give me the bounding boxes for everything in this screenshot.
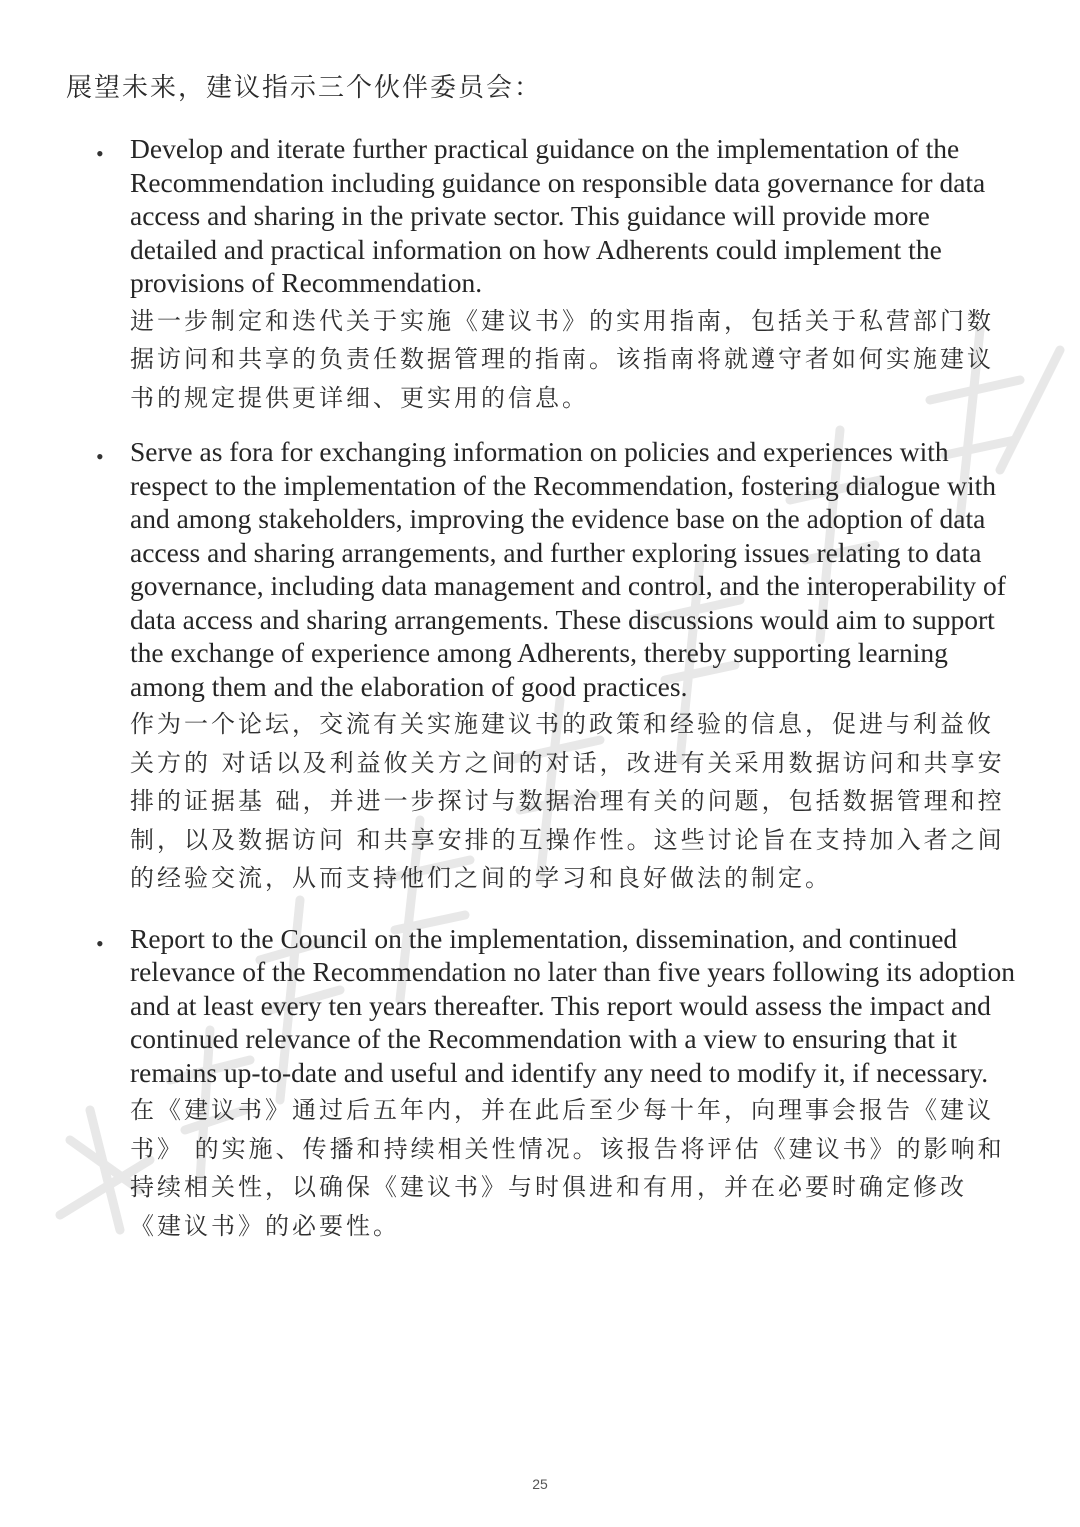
english-paragraph: Report to the Council on the implementation, dissemination, and continued relevance of the Recommendation no later than five years following its adoption and at least every ten years thereafter. This report would assess the impact and continued relevance of the Recommendation with a view to ensuring that it remains up-to-date and useful and identify any need to modify it, if necessary. [130, 922, 1016, 1088]
page-number: 25 [532, 1476, 548, 1492]
chinese-paragraph: 进一步制定和迭代关于实施《建议书》的实用指南，包括关于私营部门数据访问和共享的负责任数据管理的指南。该指南将就遵守者如何实施建议书的规定提供更详细、更实用的信息。 [130, 306, 994, 412]
english-paragraph: Develop and iterate further practical guidance on the implementation of the Recommendation including guidance on responsible data governance for data access and sharing in the private sector. This guidance will provide more detailed and practical information on how Adherents could implement the provisions of Recommendation. [130, 133, 986, 298]
bullet-marker: • [96, 141, 104, 166]
list-item [96, 433, 1020, 898]
bullet-marker: • [96, 444, 104, 469]
list-item [96, 920, 1020, 1246]
english-paragraph: Serve as fora for exchanging information on policies and experiences with respect to the implementation of the Recommendation, fostering dialogue with and among stakeholders, improving the evidence base on the adoption of data access and sharing arrangements, and further exploring issues relating to data governance, including data management and control, and the interoperability of data access and sharing arrangements. These discussions would aim to support the exchange of experience among Adherents, thereby supporting learning among them and the elaboration of good practices. [130, 436, 1006, 702]
recommendation-list [96, 130, 1020, 1245]
chinese-paragraph: 在《建议书》通过后五年内，并在此后至少每十年，向理事会报告《建议书》 的实施、传播和持续相关性情况。该报告将评估《建议书》的影响和持续相关性，以确保《建议书》与时俱进和有用，并在必要时确定修改《建议书》的必要性。 [130, 1096, 1005, 1240]
intro-heading: 展望未来，建议指示三个伙伴委员会： [66, 73, 543, 103]
chinese-paragraph: 作为一个论坛，交流有关实施建议书的政策和经验的信息，促进与利益攸关方的 对话以及利益攸关方之间的对话，改进有关采用数据访问和共享安排的证据基 础，并进一步探讨与数据治理有关的问题，包括数据管理和控制，以及数据访问 和共享安排的互操作性。这些讨论旨在支持加入者之间的经验交流，从而支持他们之间的学习和良好做法的制定。 [130, 710, 1005, 892]
bullet-marker: • [96, 930, 104, 956]
list-item [96, 130, 1020, 417]
